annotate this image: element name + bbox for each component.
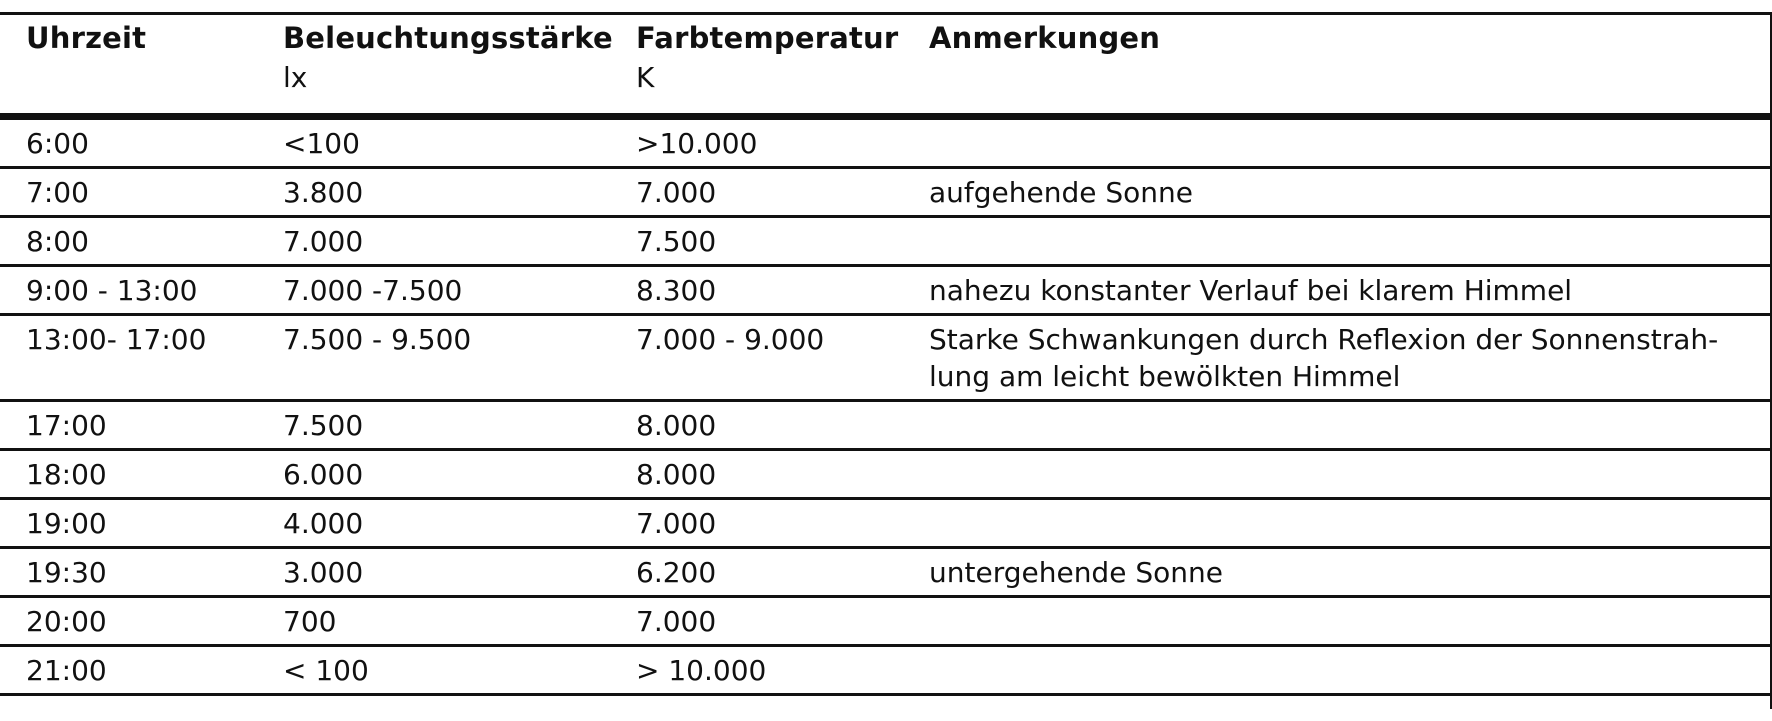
cell-uhrzeit: 6:00 bbox=[0, 117, 257, 168]
header-row bbox=[0, 14, 1772, 62]
cell-beleuchtungsstaerke: 3.800 bbox=[257, 168, 610, 217]
unit-lux: lx bbox=[257, 61, 610, 117]
cell-farbtemperatur: >10.000 bbox=[610, 117, 903, 168]
cell-anmerkungen: untergehende Sonne bbox=[903, 548, 1772, 597]
daylight-table bbox=[0, 12, 1772, 696]
header-anmerkungen: Anmerkungen bbox=[903, 14, 1772, 62]
table-row bbox=[0, 217, 1772, 266]
table-row bbox=[0, 646, 1772, 695]
cell-beleuchtungsstaerke: 4.000 bbox=[257, 499, 610, 548]
cell-farbtemperatur: 7.000 bbox=[610, 597, 903, 646]
cell-beleuchtungsstaerke: < 100 bbox=[257, 646, 610, 695]
unit-anmerkungen bbox=[903, 61, 1772, 117]
cell-anmerkungen bbox=[903, 499, 1772, 548]
table-body bbox=[0, 117, 1772, 695]
cell-uhrzeit: 20:00 bbox=[0, 597, 257, 646]
cell-uhrzeit: 21:00 bbox=[0, 646, 257, 695]
cell-beleuchtungsstaerke: 7.500 - 9.500 bbox=[257, 315, 610, 401]
cell-uhrzeit: 9:00 - 13:00 bbox=[0, 266, 257, 315]
cell-uhrzeit: 18:00 bbox=[0, 450, 257, 499]
cell-beleuchtungsstaerke: 6.000 bbox=[257, 450, 610, 499]
table-row bbox=[0, 450, 1772, 499]
header-farbtemperatur: Farbtemperatur bbox=[610, 14, 903, 62]
table-row bbox=[0, 401, 1772, 450]
table-row bbox=[0, 266, 1772, 315]
cell-farbtemperatur: 8.000 bbox=[610, 401, 903, 450]
cell-farbtemperatur: 8.300 bbox=[610, 266, 903, 315]
table-row bbox=[0, 168, 1772, 217]
cell-anmerkungen: nahezu konstanter Verlauf bei klarem Himmel bbox=[903, 266, 1772, 315]
cell-farbtemperatur: 7.000 bbox=[610, 168, 903, 217]
cell-uhrzeit: 19:30 bbox=[0, 548, 257, 597]
units-row bbox=[0, 61, 1772, 117]
cell-anmerkungen bbox=[903, 450, 1772, 499]
header-beleuchtungsstaerke: Beleuchtungsstärke bbox=[257, 14, 610, 62]
table-row bbox=[0, 315, 1772, 401]
cell-farbtemperatur: 7.000 bbox=[610, 499, 903, 548]
cell-anmerkungen bbox=[903, 646, 1772, 695]
cell-anmerkungen: Starke Schwankungen durch Reflexion der Sonnenstrah- lung am leicht bewölkten Himmel bbox=[903, 315, 1772, 401]
cell-farbtemperatur: 8.000 bbox=[610, 450, 903, 499]
cell-beleuchtungsstaerke: 3.000 bbox=[257, 548, 610, 597]
table-row bbox=[0, 548, 1772, 597]
cell-anmerkungen bbox=[903, 597, 1772, 646]
daylight-table-container bbox=[0, 12, 1772, 696]
cell-uhrzeit: 19:00 bbox=[0, 499, 257, 548]
cell-uhrzeit: 7:00 bbox=[0, 168, 257, 217]
unit-uhrzeit bbox=[0, 61, 257, 117]
cell-farbtemperatur: 6.200 bbox=[610, 548, 903, 597]
header-uhrzeit: Uhrzeit bbox=[0, 14, 257, 62]
cell-beleuchtungsstaerke: 700 bbox=[257, 597, 610, 646]
cell-farbtemperatur: > 10.000 bbox=[610, 646, 903, 695]
cell-anmerkungen bbox=[903, 117, 1772, 168]
cell-anmerkungen bbox=[903, 217, 1772, 266]
cell-anmerkungen bbox=[903, 401, 1772, 450]
cell-beleuchtungsstaerke: 7.000 -7.500 bbox=[257, 266, 610, 315]
cell-uhrzeit: 8:00 bbox=[0, 217, 257, 266]
table-header bbox=[0, 14, 1772, 117]
cell-uhrzeit: 13:00- 17:00 bbox=[0, 315, 257, 401]
cell-uhrzeit: 17:00 bbox=[0, 401, 257, 450]
cell-farbtemperatur: 7.500 bbox=[610, 217, 903, 266]
cell-beleuchtungsstaerke: 7.000 bbox=[257, 217, 610, 266]
cell-farbtemperatur: 7.000 - 9.000 bbox=[610, 315, 903, 401]
table-row bbox=[0, 499, 1772, 548]
cell-beleuchtungsstaerke: <100 bbox=[257, 117, 610, 168]
unit-kelvin: K bbox=[610, 61, 903, 117]
cell-beleuchtungsstaerke: 7.500 bbox=[257, 401, 610, 450]
table-row bbox=[0, 117, 1772, 168]
cell-anmerkungen: aufgehende Sonne bbox=[903, 168, 1772, 217]
table-row bbox=[0, 597, 1772, 646]
